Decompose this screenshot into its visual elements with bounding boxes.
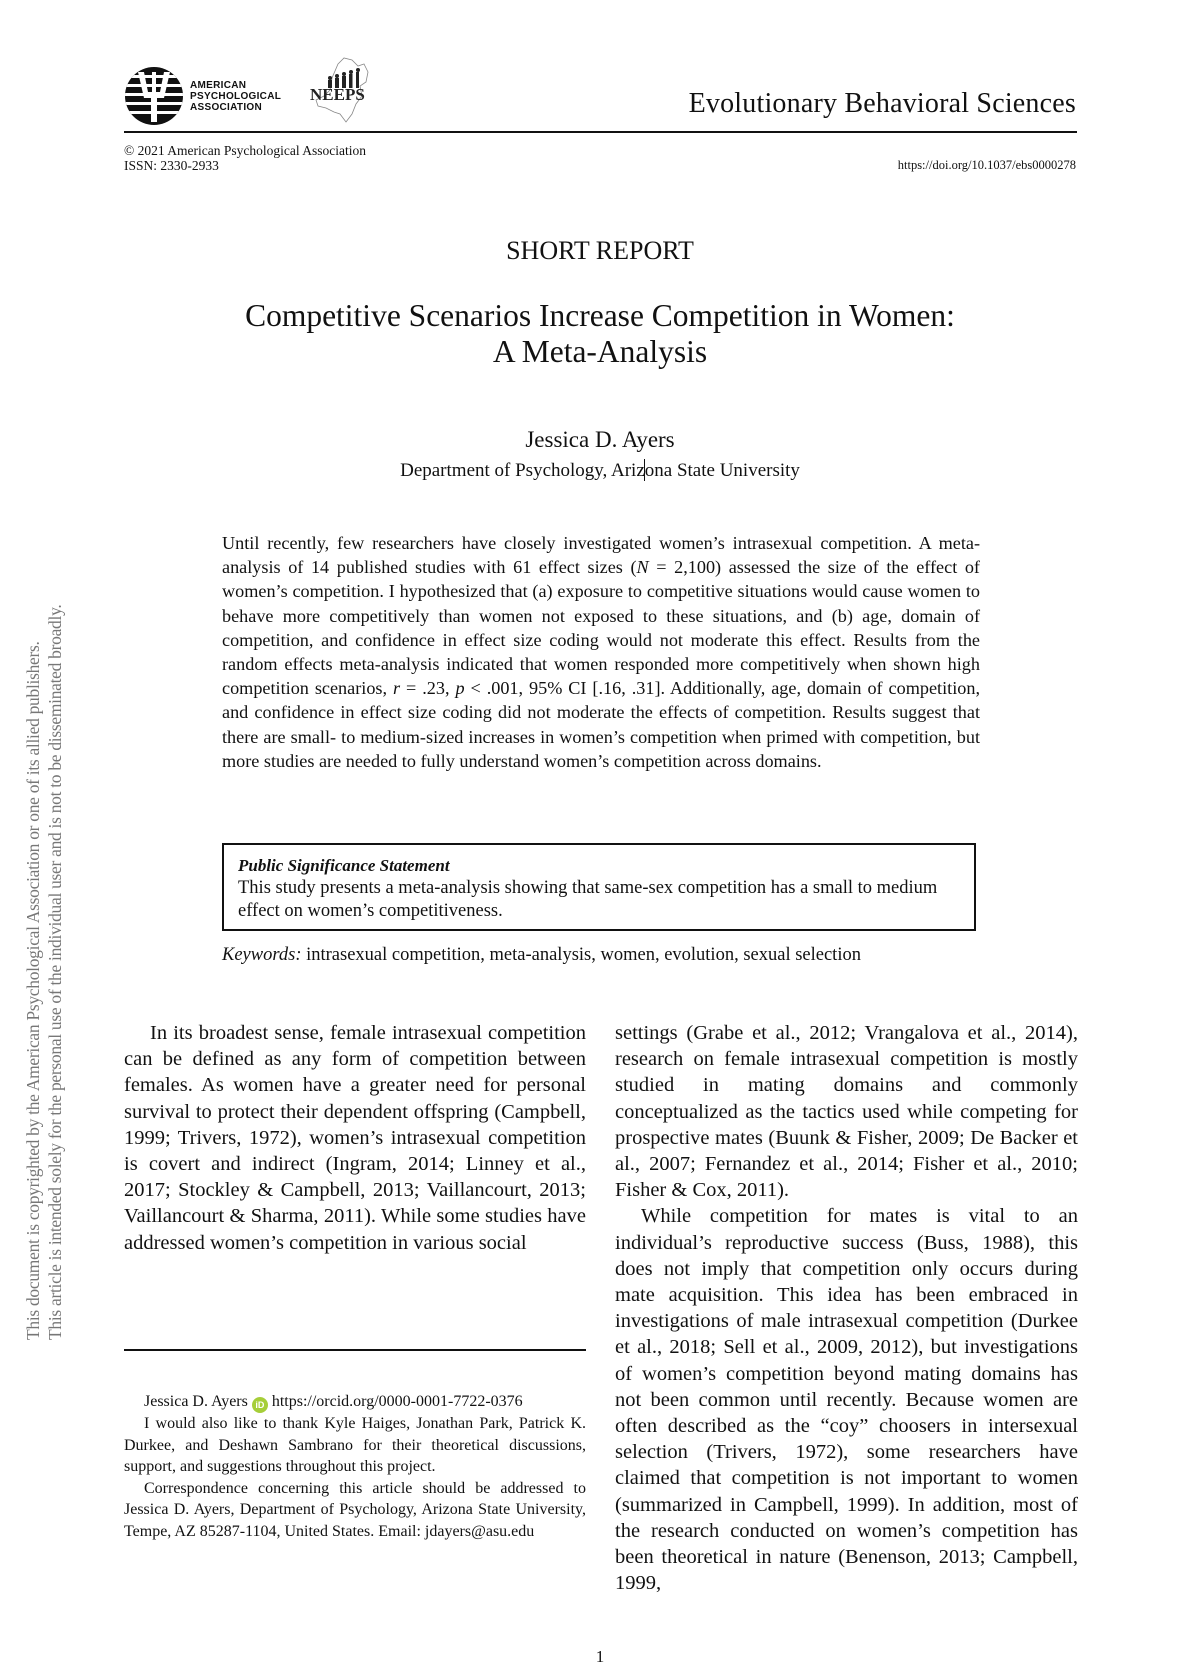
author-name: Jessica D. Ayers [525, 427, 675, 452]
body-paragraph: While competition for mates is vital to an individual’s reproductive success (Buss, 1988), this does not imply that competition only occurs during mate acquisition. This idea has been embraced in investigations of male intrasexual competition (Durkee et al., 2018; Sell et al., 2009, 2012), but investigations of women’s competition beyond mating domains has not been common until recently. Because women are often described as the “coy” choosers in intersexual selection (Trivers, 1972), some researchers have claimed that competition is not important to women (summarized in Campbell, 1999). In addition, most of the research conducted on women’s competition has been theoretical in nature (Benenson, 2013; Campbell, 1999, [615, 1205, 1078, 1595]
apa-logo-text [190, 80, 281, 113]
copyright-sidebar [22, 605, 66, 1340]
journal-title: Evolutionary Behavioral Sciences [688, 88, 1076, 119]
abstract-stat-symbol: p [455, 678, 465, 699]
copyright-notice: © 2021 American Psychological Association [124, 143, 366, 158]
orcid-note [124, 1391, 586, 1413]
abstract-text: = 2,100) assessed the size of the effect of women’s competition. I hypothesized that (a) exposure to competitive situations would cause women to behave more competitively than women not exposed to these situations, and (b) age, domain of competition, and confidence in effect size coding would not moderate this effect. Results from the random effects meta-analysis indicated that women responded more competitively when shown high competition scenarios, [222, 557, 980, 699]
body-paragraph: In its broadest sense, female intrasexual competition can be defined as any form of competition between females. As women have a greater need for personal survival to protect their dependent offspring (Campbell, 1999; Trivers, 1972), women’s intrasexual competition is covert and indirect (Ingram, 2014; Linney et al., 2017; Stockley & Campbell, 2013; Vaillancourt, 2013; Vaillancourt & Sharma, 2011). While some studies have addressed women’s competition in various social [124, 1022, 586, 1254]
apa-logo-line: PSYCHOLOGICAL [190, 91, 282, 102]
public-significance-box [222, 843, 976, 931]
body-paragraph: settings (Grabe et al., 2012; Vrangalova et al., 2014), research on female intrasexual competition is mostly studied in mating domains and commonly conceptualized as the tactics used while competing for prospective mates (Buunk & Fisher, 2009; De Backer et al., 2007; Fernandez et al., 2014; Fisher et al., 2010; Fisher & Cox, 2011). [615, 1022, 1078, 1202]
doi-link[interactable]: https://doi.org/10.1037/ebs0000278 [897, 158, 1076, 172]
header-divider [124, 131, 1077, 133]
apa-logo-line: ASSOCIATION [190, 102, 263, 113]
body-column-left [124, 1020, 586, 1256]
sidebar-line: This article is intended solely for the personal use of the individual user and is not to be disseminated broadly. [45, 604, 65, 1340]
affiliation-text-after: ona State University [644, 460, 800, 481]
article-title-line1: Competitive Scenarios Increase Competition in Women: [245, 298, 955, 333]
apa-logo [124, 66, 184, 126]
orcid-icon[interactable]: iD [252, 1397, 268, 1413]
acknowledgment-note: I would also like to thank Kyle Haiges, Jonathan Park, Patrick K. Durkee, and Deshawn Sambrano for their theoretical discussions, support, and suggestions throughout this project. [124, 1415, 586, 1475]
abstract-text: < .001, 95% CI [.16, .31]. Additionally, age, domain of competition, and confidence in effect size coding did not moderate the effects of competition. Results suggest that there are small- to medium-sized increases in women’s competition when primed with competition, but more studies are needed to fully understand women’s competition across domains. [222, 678, 980, 771]
apa-logo-line: AMERICAN [190, 80, 247, 91]
abstract-text: Until recently, few researchers have closely investigated women’s intrasexual competition. A meta-analysis of 14 published studies with 61 effect sizes ( [222, 533, 980, 578]
abstract-stat-symbol: r [393, 678, 401, 699]
article-title [0, 298, 1200, 370]
abstract-text: = .23, [400, 678, 456, 699]
footnotes [124, 1391, 586, 1542]
issn: ISSN: 2330-2933 [124, 158, 219, 173]
abstract-stat-symbol: N [636, 557, 649, 578]
page-number: 1 [595, 1647, 605, 1666]
affiliation-text-before: Department of Psychology, Ariz [400, 460, 645, 481]
significance-title: Public Significance Statement [238, 856, 450, 875]
keywords [222, 945, 1002, 966]
body-column-right [615, 1020, 1078, 1596]
abstract [222, 531, 980, 773]
orcid-link[interactable]: https://orcid.org/0000-0001-7722-0376 [271, 1393, 523, 1410]
copyright-block [124, 143, 366, 173]
keywords-label: Keywords: [222, 945, 302, 965]
neeps-logo [308, 56, 386, 126]
correspondence-note: Correspondence concerning this article should be addressed to Jessica D. Ayers, Department of Psychology, Arizona State University, Tempe, AZ 85287-1104, United States. Email: jdayers@asu.edu [124, 1479, 586, 1540]
sidebar-line: This document is copyrighted by the American Psychological Association or one of its allied publishers. [23, 641, 43, 1340]
orcid-author: Jessica D. Ayers [144, 1393, 248, 1410]
article-title-line2: A Meta-Analysis [492, 334, 708, 369]
significance-text: This study presents a meta-analysis showing that same-sex competition has a small to medium effect on women’s competitiveness. [238, 878, 938, 921]
keywords-text: intrasexual competition, meta-analysis, women, evolution, sexual selection [306, 945, 861, 965]
author-affiliation[interactable] [0, 459, 1200, 482]
footnote-divider [124, 1349, 586, 1351]
article-type: SHORT REPORT [506, 236, 694, 265]
neeps-logo-text: NEEPS [310, 85, 365, 104]
